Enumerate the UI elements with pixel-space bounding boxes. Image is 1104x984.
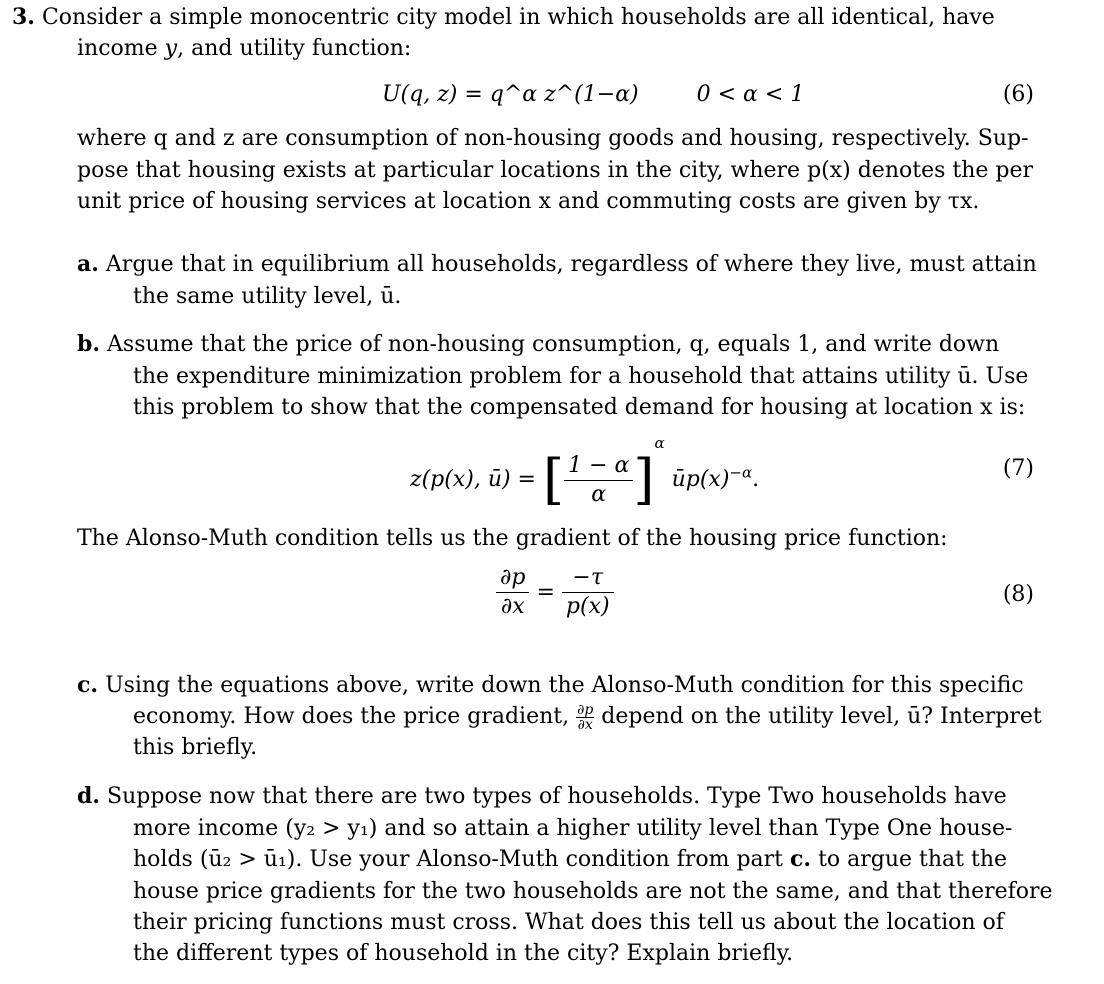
part-d-line5: their pricing functions must cross. What does this tell us about the location of xyxy=(133,910,1004,935)
part-a-line1: a. Argue that in equilibrium all households, regardless of where they live, must attain xyxy=(77,251,1037,277)
equation-7-fraction: $\frac{1 - \alpha}{\alpha}$ xyxy=(564,452,633,509)
part-d-line1: d. Suppose now that there are two types of households. Type Two households have xyxy=(77,783,1007,809)
equation-8: $\frac{\partial p}{\partial x}$ = $\frac{-\tau}{p(x)}$ xyxy=(496,564,614,621)
equation-8-label: (8) xyxy=(1002,582,1034,607)
part-d-line4: house price gradients for the two households are not the same, and that therefore xyxy=(133,879,1053,904)
left-bracket: [ xyxy=(543,448,565,511)
part-d-label: d. xyxy=(77,783,101,809)
equation-6 xyxy=(382,79,804,111)
part-c-line1: c. Using the equations above, write down the Alonso-Muth condition for this specific xyxy=(77,672,1024,698)
right-bracket: ] xyxy=(633,448,655,511)
paragraph-line-3: unit price of housing services at location x and commuting costs are given by τx. xyxy=(77,189,980,214)
intro-text-1: Consider a simple monocentric city model in which households are all identical, have xyxy=(41,5,995,30)
question-intro-line1 xyxy=(12,2,995,34)
equation-7: z(p(x), ū) = [ $\frac{1 - \alpha}{\alpha}$ ]$^\alpha$ $ūp(x)^{-\alpha}$. xyxy=(410,434,760,511)
equation-8-lhs: $\frac{\partial p}{\partial x}$ xyxy=(496,564,529,621)
question-intro-line2: income y, and utility function: xyxy=(77,36,412,61)
part-c-line2: economy. How does the price gradient, $\frac{\partial p}{\partial x}$ depend on the utility level, ū? Interpret xyxy=(133,701,1042,733)
part-d-line3: holds (ū₂ > ū₁). Use your Alonso-Muth condition from part c. to argue that the xyxy=(133,846,1008,872)
paragraph-line-2: pose that housing exists at particular locations in the city, where p(x) denotes the per xyxy=(77,158,1034,183)
equation-6-text: U(q, z) = q^α z^(1−α) xyxy=(382,82,639,107)
alonso-muth-line: The Alonso-Muth condition tells us the gradient of the housing price function: xyxy=(77,526,948,551)
equation-8-rhs: $\frac{-\tau}{p(x)}$ xyxy=(562,564,614,621)
part-b-line3: this problem to show that the compensated demand for housing at location x is: xyxy=(133,395,1026,420)
part-c-line3: this briefly. xyxy=(133,735,258,760)
part-b-label: b. xyxy=(77,331,101,357)
part-b-line2: the expenditure minimization problem for a household that attains utility ū. Use xyxy=(133,364,1029,389)
part-a-line2: the same utility level, ū. xyxy=(133,284,402,309)
part-c-label: c. xyxy=(77,672,99,698)
equation-6-condition: 0 < α < 1 xyxy=(696,82,805,107)
part-a-label: a. xyxy=(77,251,99,277)
part-d-line6: the different types of household in the city? Explain briefly. xyxy=(133,941,794,966)
paragraph-line-1: where q and z are consumption of non-housing goods and housing, respectively. Sup- xyxy=(77,126,1029,151)
part-b-line1: b. Assume that the price of non-housing consumption, q, equals 1, and write down xyxy=(77,331,1000,357)
equation-7-label: (7) xyxy=(1002,456,1034,481)
part-d-line2: more income (y₂ > y₁) and so attain a higher utility level than Type One house- xyxy=(133,816,1013,841)
equation-6-label: (6) xyxy=(1002,82,1034,107)
question-number: 3. xyxy=(12,4,35,30)
inline-gradient-fraction: $\frac{\partial p}{\partial x}$ xyxy=(577,701,594,733)
